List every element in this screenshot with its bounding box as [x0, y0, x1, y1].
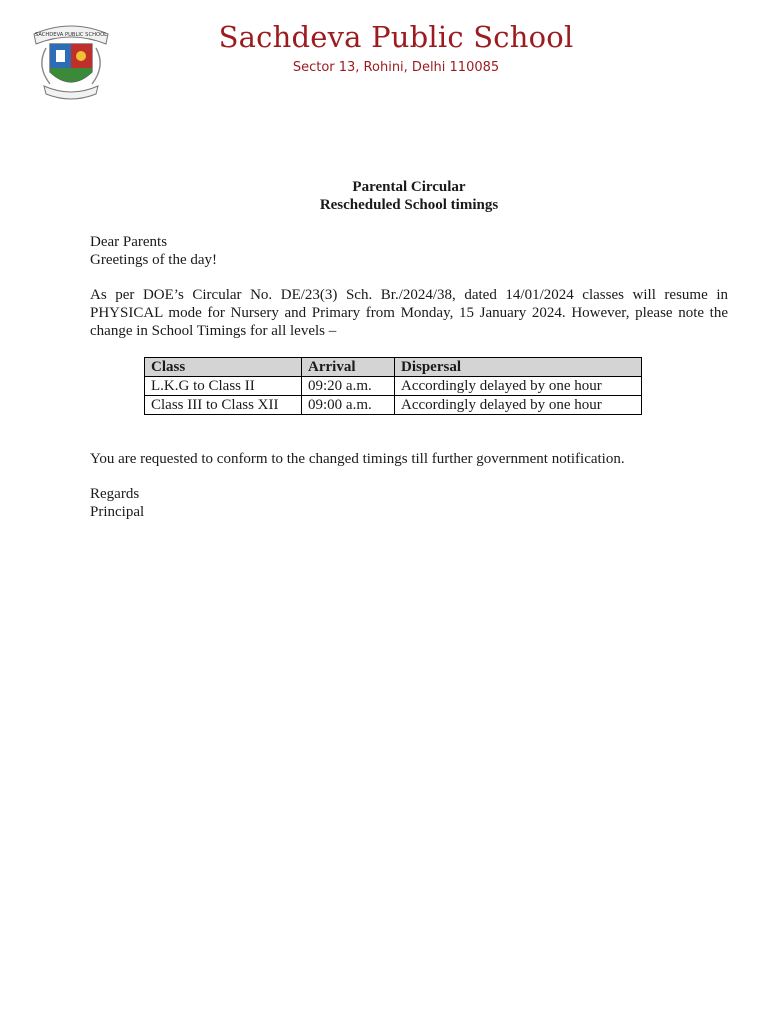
svg-text:SACHDEVA PUBLIC SCHOOL: SACHDEVA PUBLIC SCHOOL: [34, 32, 108, 38]
table-header-row: [145, 358, 642, 377]
signoff: [90, 485, 728, 521]
table-row: [145, 396, 642, 415]
header-class: Class: [145, 358, 302, 377]
circular-paragraph: As per DOE’s Circular No. DE/23(3) Sch. Br./2024/38, dated 14/01/2024 classes will resume in PHYSICAL mode for Nursery and Primary from Monday, 15 January 2024. However, please note the change in School Timings for all levels –: [90, 287, 728, 339]
school-name: Sachdeva Public School: [218, 20, 574, 54]
circular-subtitle: Rescheduled School timings: [319, 197, 499, 213]
greeting-line: Greetings of the day!: [90, 252, 218, 268]
header-dispersal: Dispersal: [395, 358, 642, 377]
cell-class: L.K.G to Class II: [145, 377, 302, 396]
request-paragraph: You are requested to conform to the changed timings till further government notification.: [90, 451, 625, 467]
cell-dispersal: Accordingly delayed by one hour: [395, 377, 642, 396]
salutation: [90, 233, 728, 269]
cell-arrival: 09:20 a.m.: [302, 377, 395, 396]
cell-arrival: 09:00 a.m.: [302, 396, 395, 415]
header-arrival: Arrival: [302, 358, 395, 377]
circular-title: Parental Circular: [352, 179, 466, 195]
regards-line: Regards: [90, 486, 140, 502]
signatory: Principal: [90, 504, 145, 520]
timings-table: [144, 357, 642, 415]
school-address: Sector 13, Rohini, Delhi 110085: [292, 60, 500, 75]
circular-title-block: [90, 178, 728, 214]
table-row: [145, 377, 642, 396]
cell-class: Class III to Class XII: [145, 396, 302, 415]
cell-dispersal: Accordingly delayed by one hour: [395, 396, 642, 415]
salutation-line: Dear Parents: [90, 234, 168, 250]
